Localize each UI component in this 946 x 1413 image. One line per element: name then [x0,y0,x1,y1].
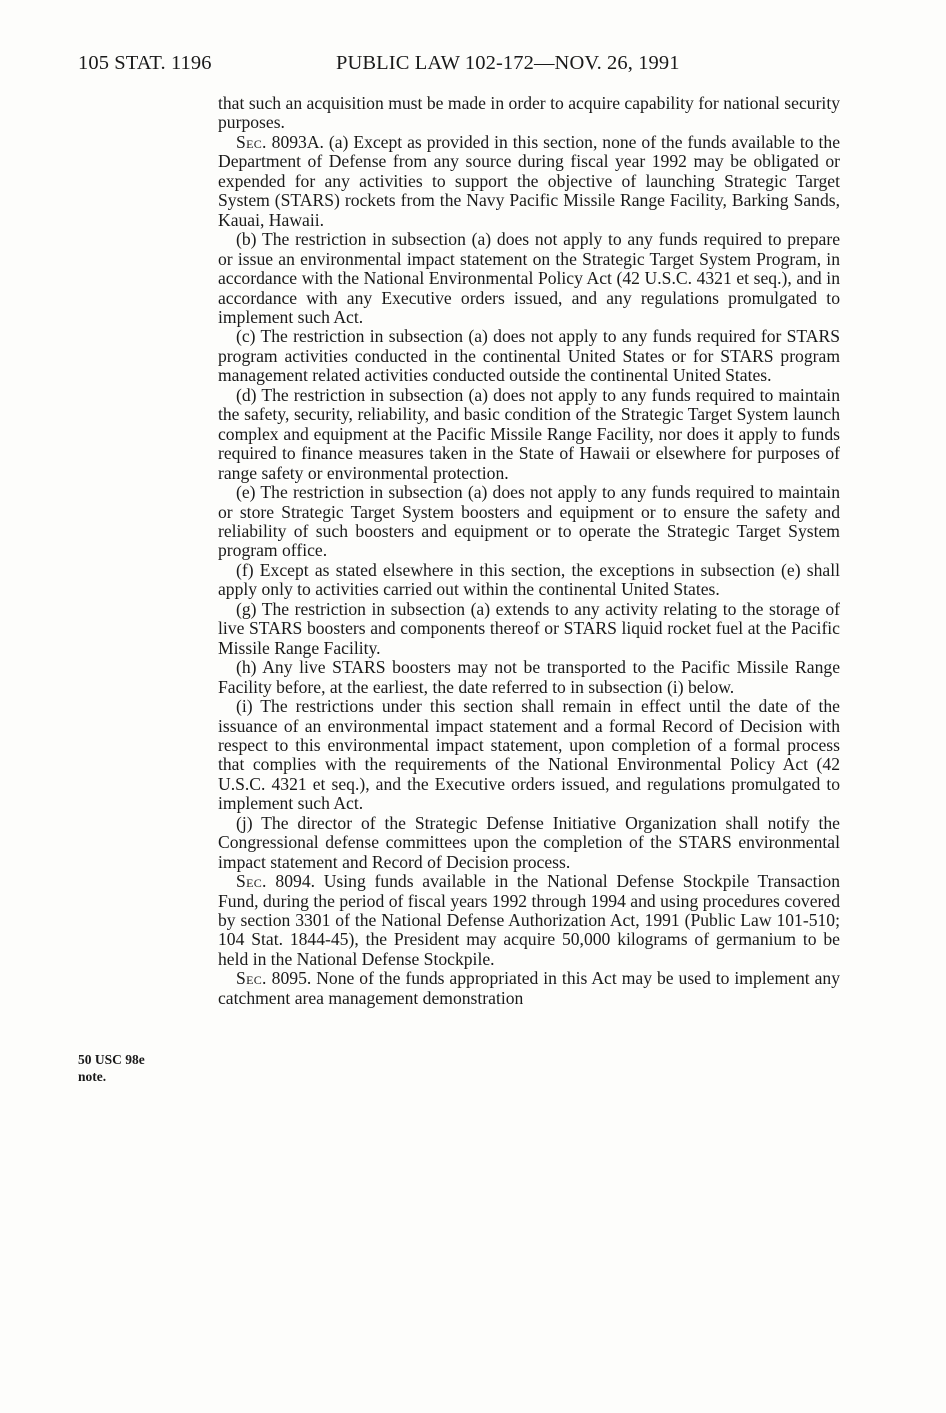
margin-citation-line: note. [78,1069,107,1084]
subsection-b-paragraph: (b) The restriction in subsection (a) does not apply to any funds required to prepare or issue an environmental impact statement on the Strategic Target System Program, in accordance with the National Environmental Policy Act (42 U.S.C. 4321 et seq.), and in accordance with any Executive orders issued, and any regulations promulgated to implement such Act. [218,229,840,327]
section-label: Sec. [236,968,267,989]
subsection-f-paragraph: (f) Except as stated elsewhere in this section, the exceptions in subsection (e) shall apply only to activities carried out within the continental United States. [218,559,840,600]
subsection-e-paragraph: (e) The restriction in subsection (a) does not apply to any funds required to maintain or store Strategic Target System boosters and equipment or to ensure the safety and reliability of such boosters and equipment or to operate the Strategic Target System program office. [218,482,840,561]
section-label: Sec. [236,871,267,892]
paragraph-continuation: that such an acquisition must be made in order to acquire capability for national security purposes. [218,93,840,133]
page-header [78,48,838,78]
subsection-d-paragraph: (d) The restriction in subsection (a) does not apply to any funds required to maintain the safety, security, reliability, and basic condition of the Strategic Target System launch complex and equipment at the Pacific Missile Range Facility, nor does it apply to funds required to finance measures taken in the State of Hawaii or elsewhere for purposes of range safety or environmental protection. [218,384,840,483]
subsection-h-paragraph: (h) Any live STARS boosters may not be transported to the Pacific Missile Range Facility before, at the earliest, the date referred to in subsection (i) below. [218,657,840,697]
section-8095-paragraph: Sec. 8095. None of the funds appropriated in this Act may be used to implement any catchment area management demonstration [218,968,840,1008]
subsection-j-paragraph: (j) The director of the Strategic Defense Initiative Organization shall notify the Congressional defense committees upon the completion of the STARS environmental impact statement and Record of Decision process. [218,812,840,872]
section-label: Sec. [236,131,267,152]
subsection-i-paragraph: (i) The restrictions under this section shall remain in effect until the date of the issuance of an environmental impact statement and a formal Record of Decision with respect to this environmental impact statement, upon completion of a formal process that complies with the requirements of the National Environmental Policy Act (42 U.S.C. 4321 et seq.), and the Executive orders issued, and regulations promulgated to implement such Act. [218,696,840,814]
public-law-title: PUBLIC LAW 102-172—NOV. 26, 1991 [336,52,680,74]
margin-citation-line: 50 USC 98e [78,1052,145,1067]
statute-page-number: 105 STAT. 1196 [78,52,212,74]
subsection-g-paragraph: (g) The restriction in subsection (a) extends to any activity relating to the storage of live STARS boosters and components thereof or STARS liquid rocket fuel at the Pacific Missile Range Facility. [218,598,840,658]
margin-citation-note [78,1051,198,1085]
body-text [218,94,840,1008]
section-8094-paragraph: Sec. 8094. Using funds available in the National Defense Stockpile Transaction Fund, during the period of fiscal years 1992 through 1994 and using procedures covered by section 3301 of the National Defense Authorization Act, 1991 (Public Law 101-510; 104 Stat. 1844-45), the President may acquire 50,000 kilograms of germanium to be held in the National Defense Stockpile. [218,871,840,969]
subsection-c-paragraph: (c) The restriction in subsection (a) does not apply to any funds required for STARS program activities conducted in the continental United States or for STARS program management related activities conducted outside the continental United States. [218,326,840,386]
section-8093a-paragraph: Sec. 8093A. (a) Except as provided in this section, none of the funds available to the Department of Defense from any source during fiscal year 1992 may be obligated or expended for any activities to support the objective of launching Strategic Target System (STARS) rockets from the Navy Pacific Missile Range Facility, Barking Sands, Kauai, Hawaii. [218,131,840,230]
